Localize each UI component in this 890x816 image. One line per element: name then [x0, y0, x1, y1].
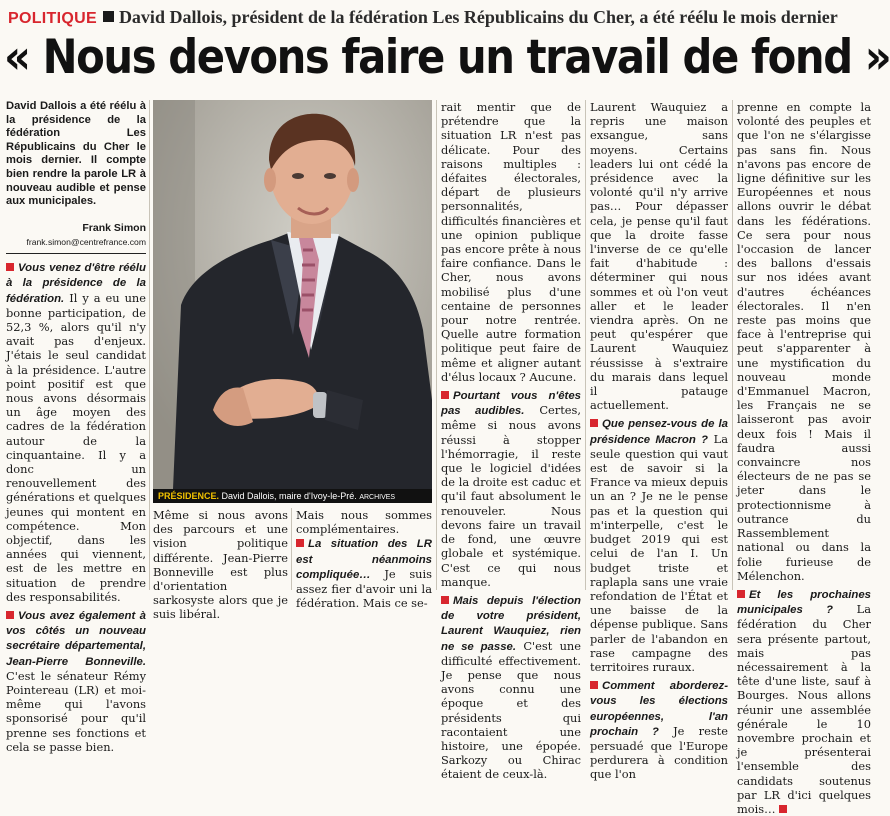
answer-text: Il y a eu une bonne participation, de 52,3 %, alors qu'il n'y avait pas d'enjeux. J'étais le seul candidat à la présidence. L'autre point positif est que nous avons désormais un âge moyen des cadres de la fédération autour de la cinquantaine. Il y a donc un renouvellement des générations et quelques jeunes qui montent en compétence. Mon objectif, dans les années qui viennent, est de les mettre en situation de prendre des responsabilités. — [6, 290, 146, 604]
article-column-3 — [296, 508, 432, 611]
answer-text: Je suis assez fier d'avoir uni la fédération. Mais ce se- — [296, 566, 432, 611]
qa-paragraph — [737, 587, 871, 816]
column-rule — [149, 100, 150, 590]
portrait-photo — [153, 100, 432, 489]
deck-text: David Dallois, président de la fédération Les Républicains du Cher, a été réélu le mois dernier — [118, 7, 838, 27]
qa-paragraph — [6, 260, 146, 604]
qa-paragraph — [441, 593, 581, 782]
qa-paragraph — [590, 678, 728, 781]
portrait-illustration — [153, 100, 432, 489]
answer-text: Certes, même si nous avons réussi à stopper l'hémorragie, il reste que le logiciel d'idées de la droite est caduc et qu'il faut absolument le renouveler. Nous devons faire un travail de fond, une œuvre globale et systémique. C'est ce qui nous manque. — [441, 403, 582, 589]
col5-content — [590, 100, 728, 782]
answer-text: Laurent Wauquiez a repris une maison exsangue, sans moyens. Certains leaders lui ont cédé la présidence avec la volonté qu'il n'y arrive pas… Pour dépasser cela, je pense qu'il faut que la droite fasse l'inverse de ce qu'elle fait d'habitude : déterminer qui nous sommes et où l'on veut aller et le leader viendra après. On ne peut qu'espérer que Laurent Wauquiez réussisse à s'extraire du marais dans lequel il patauge actuellement. — [590, 100, 728, 413]
author-name: Frank Simon — [82, 221, 146, 234]
qa-paragraph — [590, 416, 728, 674]
col6-content — [737, 100, 871, 816]
intro-paragraph: David Dallois a été réélu à la présidence de la fédération Les Républicains du Cher le mois dernier. Il compte bien rendre la parole LR à nouveau audible et pense aux municipales. — [6, 100, 146, 208]
question-text: Vous venez d'être réélu à la présidence de la fédération. — [6, 262, 146, 305]
column-rule — [291, 508, 292, 590]
qa-paragraph — [6, 608, 146, 754]
caption-label: PRÉSIDENCE. — [158, 491, 220, 501]
article-column-2 — [153, 508, 288, 622]
answer-text: La seule question qui vaut est de savoir si la France va mieux depuis un an ? Je ne le pense pas et la question qui m'interpelle, c'est le budget 2019 qui est celui de l'an I. Un budget triste et raplapla sans une vraie refondation de l'État et une baisse de la dépense publique. Sans parler de l'abandon en rase campagne des territoires ruraux. — [590, 431, 728, 674]
qa-paragraph — [441, 388, 581, 589]
qa-paragraph — [737, 100, 871, 583]
square-bullet-icon — [103, 11, 114, 22]
question-text: La situation des LR est néanmoins compliquée… — [296, 538, 432, 581]
end-mark-icon — [779, 805, 787, 813]
headline: « Nous devons faire un travail de fond » — [4, 30, 890, 85]
photo-credit: ARCHIVES — [359, 494, 396, 501]
col4-content — [441, 100, 581, 782]
article-column-6 — [737, 100, 871, 816]
column-rule — [732, 100, 733, 590]
article-column-4 — [441, 100, 582, 782]
question-text: Vous avez également à vos côtés un nouveau secrétaire départemental, Jean-Pierre Bonneville. — [6, 610, 146, 668]
answer-text: prenne en compte la volonté des peuples et que l'on ne s'élargisse pas sans fin. Nous n'avons pas encore de ligne définitive sur les Européennes et nous allons ouvrir le débat dans les fédérations. Ce sera pour nous l'occasion de lancer des ballons d'essais sur nos idées avant d'autres échéances électorales. Il n'en reste pas moins que face à l'entreprise qui peut s'apparenter à une mystification du nouveau monde d'Emmanuel Macron, les Français ne se laisseront pas avoir deux fois ! Mais il faudra aussi convaincre nos électeurs de ne pas se jeter dans le protectionnisme à outrance du Rassemblement national ou dans la folie furieuse de Mélenchon. — [737, 100, 871, 583]
column-rule — [585, 100, 586, 590]
col2-paragraph: Même si nous avons des parcours et une vision politique différente. Jean-Pierre Bonneville est plus d'orientation sarkosyste alors que je suis libéral. — [153, 508, 288, 622]
answer-text: Je reste persuadé que l'Europe perdurera à condition que l'on — [590, 723, 728, 782]
article-column-5 — [590, 100, 728, 782]
answer-text: La fédération du Cher sera présente partout, mais pas nécessairement à la tête d'une liste, sauf à Bourges. Nous allons réunir une assemblée générale le 10 novembre prochain et je présenterai l'ensemble des candidats soutenus par LR d'ici quelques mois… — [737, 602, 871, 816]
qa-paragraph — [590, 100, 728, 412]
article-column-1 — [6, 100, 146, 754]
answer-text: rait mentir que de prétendre que la situation LR n'est pas délicate. Pour des raisons multiples : défaites électorales, départ de plusieurs personnalités, difficultés financières et une opinion publique pas encore prête à nous faire confiance. Dans le Cher, nous avons mobilisé plus d'une centaine de personnes pour notre rentrée. Quelle autre formation politique peut faire de même et aligner autant d'élus locaux ? Aucune. — [441, 100, 581, 384]
col3-lead: Mais nous sommes complémentaires. — [296, 508, 432, 537]
question-text: Pourtant vous n'êtes pas audibles. — [441, 390, 581, 418]
kicker-line — [8, 6, 873, 28]
caption-text: David Dallois, maire d'Ivoy-le-Pré. — [221, 491, 357, 501]
qa-paragraph — [441, 100, 581, 384]
photo-caption — [153, 489, 432, 503]
answer-text: C'est une difficulté effectivement. Je pense que nous avons connu une époque et des présidents qui racontaient une histoire, une épopée. Sarkozy ou Chirac étaient de ceux-là. — [441, 638, 581, 782]
question-text: Mais depuis l'élection de votre président, Laurent Wauquiez, rien ne se passe. — [441, 594, 581, 653]
question-text: Et les prochaines municipales ? — [737, 588, 871, 617]
column-rule — [436, 100, 437, 590]
question-text: Comment aborderez-vous les élections européennes, l'an prochain ? — [590, 680, 728, 738]
col1-content — [6, 260, 146, 754]
author-email: frank.simon@centrefrance.com — [6, 235, 146, 254]
question-text: Que pensez-vous de la présidence Macron ? — [590, 418, 728, 446]
rubric-label: POLITIQUE — [8, 10, 97, 27]
answer-text: C'est le sénateur Rémy Pointereau (LR) et moi-même qui l'avons sponsorisé pour qu'il prenne ses fonctions et cela se passe bien. — [6, 668, 146, 754]
